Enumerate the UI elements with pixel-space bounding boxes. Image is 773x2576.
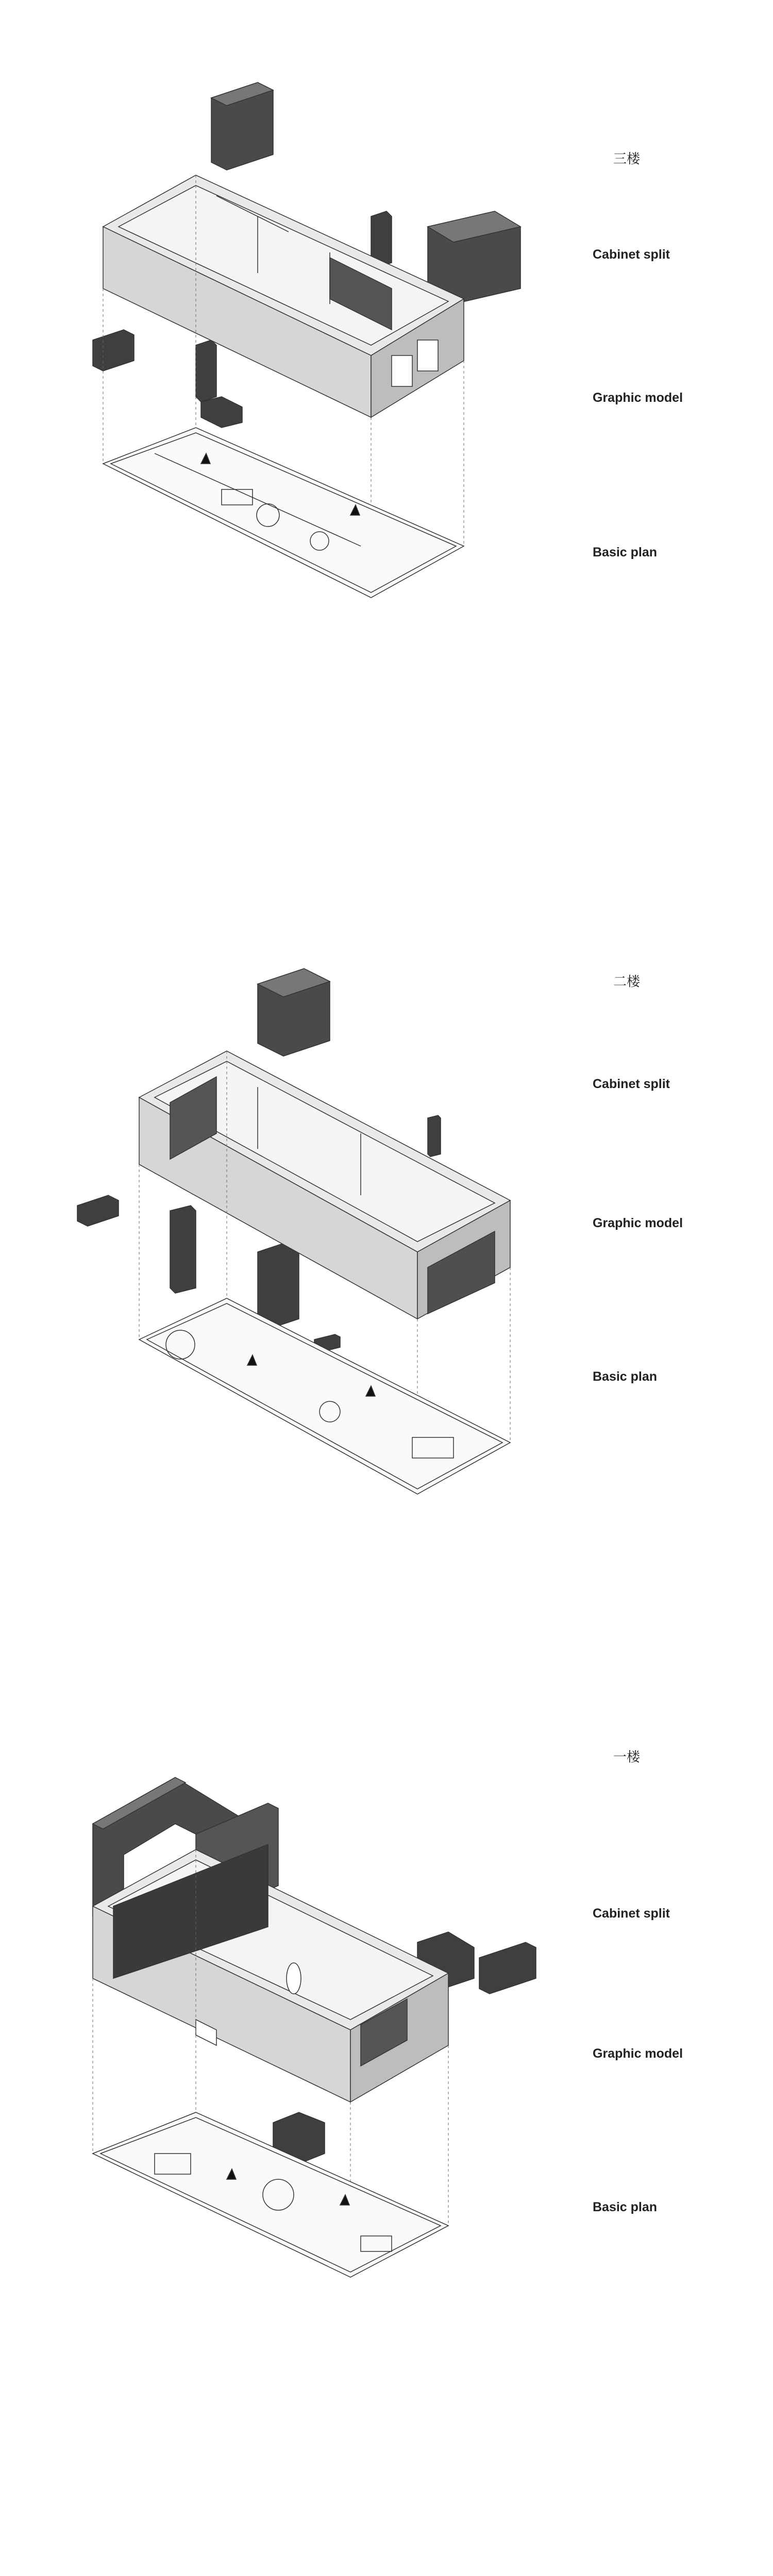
floor-section-2 <box>0 845 773 1669</box>
cabinet-split-label: Cabinet split <box>593 1906 670 1921</box>
floor-section-b1 <box>0 2535 773 2576</box>
basic-plan-label: Basic plan <box>593 545 658 560</box>
graphic-model-label: Graphic model <box>593 2046 683 2061</box>
floor-b1-axonometric-diagram <box>0 2535 773 2576</box>
floor-2-axonometric-diagram <box>0 845 773 1669</box>
floor-label: 二楼 <box>613 974 641 989</box>
basic-plan-label: Basic plan <box>593 2200 658 2214</box>
graphic-model-label: Graphic model <box>593 1216 683 1230</box>
floor-label: 三楼 <box>613 151 641 166</box>
floor-section-3 <box>0 0 773 824</box>
cabinet-split-label: Cabinet split <box>593 1077 670 1091</box>
floor-section-1 <box>0 1690 773 2514</box>
floor-3-axonometric-diagram <box>0 0 773 824</box>
floor-1-axonometric-diagram <box>0 1690 773 2514</box>
graphic-model-label: Graphic model <box>593 391 683 405</box>
cabinet-split-label: Cabinet split <box>593 247 670 262</box>
basic-plan-label: Basic plan <box>593 1369 658 1384</box>
floor-label: 一楼 <box>613 1749 641 1765</box>
